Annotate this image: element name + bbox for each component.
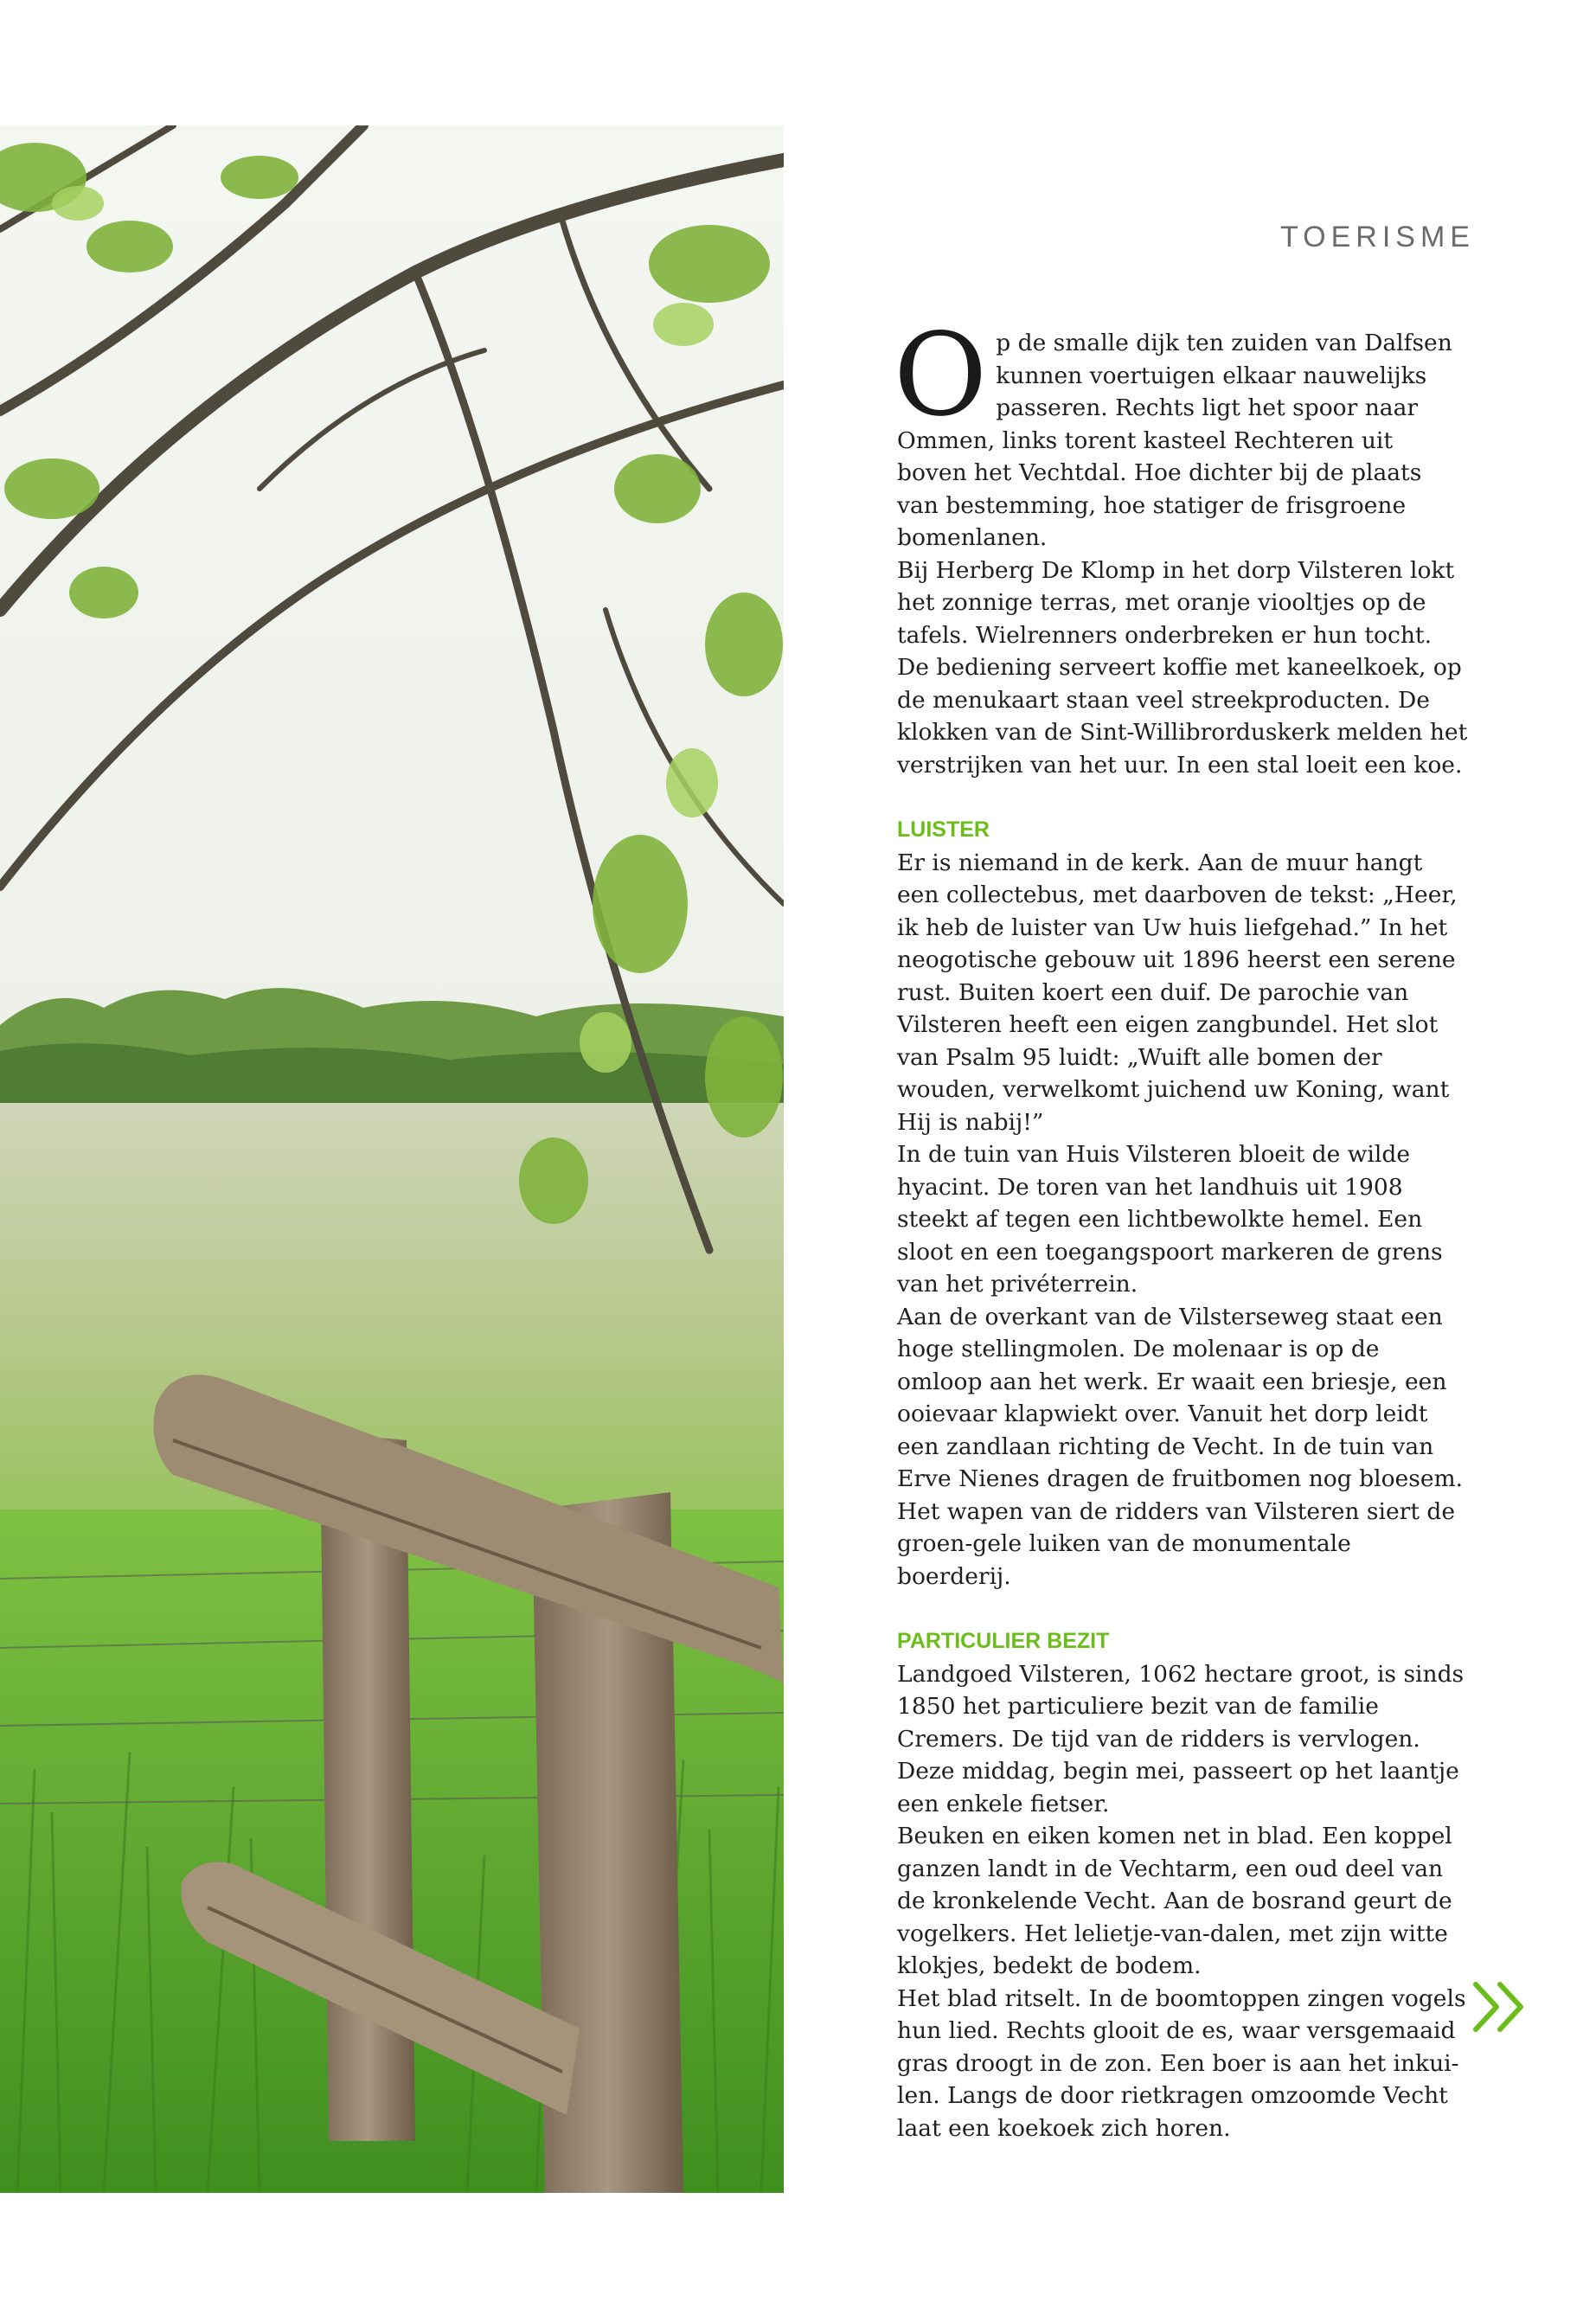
double-chevron-right-icon[interactable] [1471, 1981, 1531, 2033]
luister-paragraph-2: In de tuin van Huis Vilsteren bloeit de wilde hyacint. De toren van het landhuis uit 1908 steekt af tegen een lichtbewolkte hemel. Een sloot en een toegangspoort markeren de grens van het privéterrein. [897, 1141, 1443, 1298]
intro-text: p de smalle dijk ten zuiden van Dalfsen kunnen voertuigen elkaar nauwelijks passeren. Rechts ligt het spoor naar Ommen, links torent kasteel Rechteren uit boven het Vechtdal. Hoe dichter bij de plaats van bestemming, hoe statiger de frisgroene bomenlanen. [897, 330, 1452, 551]
bezit-paragraph-1: Landgoed Vilsteren, 1062 hectare groot, is sinds 1850 het particuliere bezit van de familie Cremers. De tijd van de ridders is vervlogen. Deze middag, begin mei, passeert op het laantje een enkele fietser. [897, 1660, 1465, 1817]
intro-paragraph [894, 309, 1468, 554]
subhead-particulier-bezit: PARTICULIER BEZIT [897, 1629, 1110, 1653]
intro-paragraph-2: Bij Herberg De Klomp in het dorp Vilsteren lokt het zonnige terras, met oranje viooltjes op de tafels. Wielrenners onderbreken er hun tocht. De bediening serveert koffie met kaneelkoek, op de menukaart staan veel streekproducten. De klokken van de Sint-Willibrorduskerk melden het verstrijken van het uur. In een stal loeit een koe. [897, 556, 1468, 779]
article-body [894, 309, 1468, 2144]
bezit-paragraph-2: Beuken en eiken komen net in blad. Een koppel ganzen landt in de Vechtarm, een oud deel van de kronkelende Vecht. Aan de bosrand geurt de vogelkers. Het lelietje-van-dalen, met zijn witte klokjes, bedekt de bodem. [897, 1823, 1452, 1979]
subhead-luister: LUISTER [897, 817, 990, 842]
landscape-photo [0, 125, 784, 2193]
bezit-paragraph-3: Het blad ritselt. In de boomtoppen zingen vogels hun lied. Rechts glooit de es, waar versgemaaid gras droogt in de zon. Een boer is aan het inkuilen. Langs de door rietkragen omzoomde Vecht laat een koekoek zich horen. [897, 1984, 1466, 2142]
luister-paragraph-3: Aan de overkant van de Vilsterseweg staat een hoge stellingmolen. De molenaar is op de omloop aan het werk. Er waait een briesje, een ooievaar klapwiekt over. Vanuit het dorp leidt een zandlaan richting de Vecht. In de tuin van Erve Nienes dragen de fruitbomen nog bloesem. Het wapen van de ridders van Vilsteren siert de groen-gele luiken van de monumentale boerderij. [897, 1303, 1464, 1590]
luister-paragraph-1: Er is niemand in de kerk. Aan de muur hangt een collectebus, met daarboven de tekst: „Heer, ik heb de luister van Uw huis liefgehad.” In het neogotische gebouw uit 1896 heerst een serene rust. Buiten koert een duif. De parochie van Vilsteren heeft een eigen zangbundel. Het slot van Psalm 95 luidt: „Wuift alle bomen der wouden, verwelkomt juichend uw Koning, want Hij is nabij!” [897, 849, 1458, 1136]
section-label: TOERISME [1280, 221, 1475, 253]
drop-cap: O [894, 309, 988, 442]
